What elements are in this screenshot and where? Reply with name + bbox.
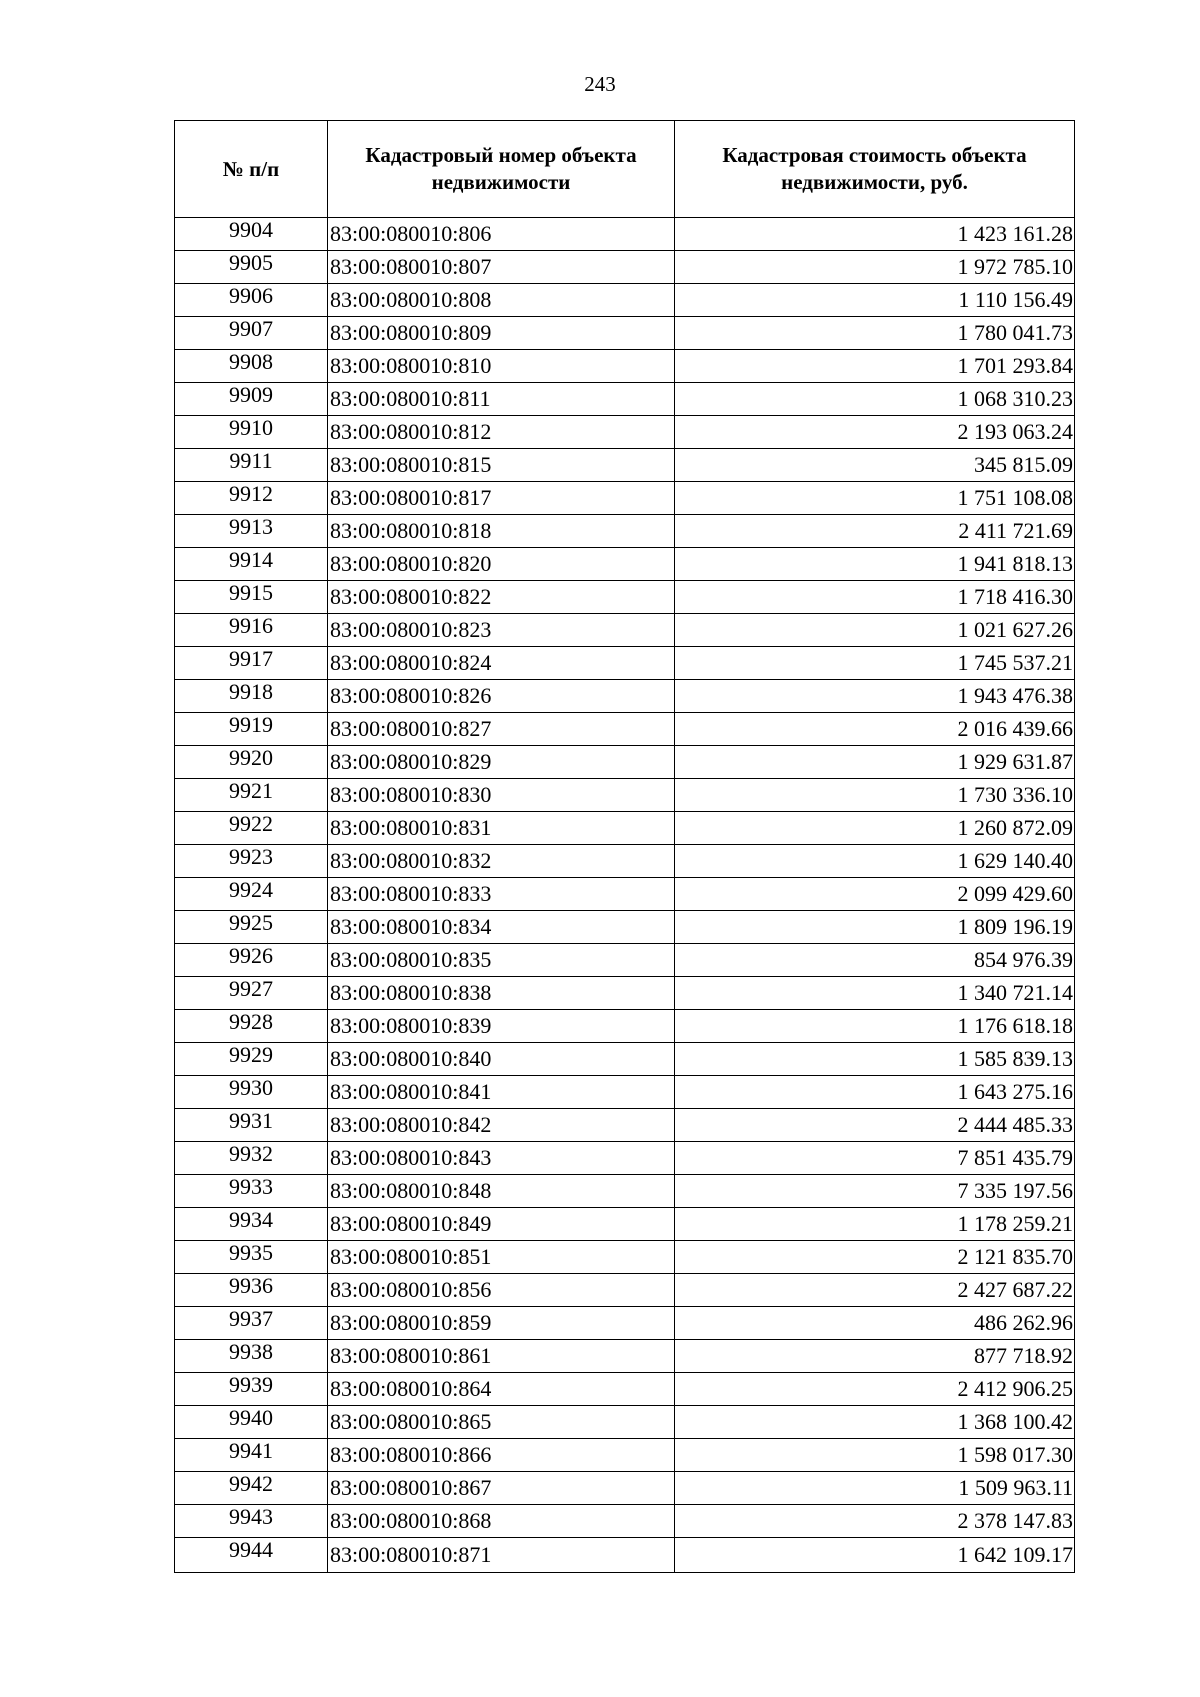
- cadastral-number-cell: 83:00:080010:838: [328, 977, 675, 1010]
- cadastral-value-cell: 2 016 439.66: [675, 713, 1075, 746]
- table-row: [175, 977, 1075, 1010]
- cadastral-number-cell: 83:00:080010:815: [328, 449, 675, 482]
- cadastral-value-cell: 2 193 063.24: [675, 416, 1075, 449]
- cadastral-number-cell: 83:00:080010:840: [328, 1043, 675, 1076]
- table-row: [175, 746, 1075, 779]
- cadastral-value-cell: 1 021 627.26: [675, 614, 1075, 647]
- row-number-cell: 9935: [175, 1241, 328, 1274]
- cadastral-value-cell: 1 943 476.38: [675, 680, 1075, 713]
- cadastral-value-cell: 1 340 721.14: [675, 977, 1075, 1010]
- row-number-cell: 9917: [175, 647, 328, 680]
- row-number-cell: 9939: [175, 1373, 328, 1406]
- header-row-number: № п/п: [175, 121, 328, 218]
- row-number-cell: 9938: [175, 1340, 328, 1373]
- table-row: [175, 218, 1075, 251]
- row-number-cell: 9905: [175, 251, 328, 284]
- cadastral-number-cell: 83:00:080010:808: [328, 284, 675, 317]
- table-row: [175, 1373, 1075, 1406]
- cadastral-number-cell: 83:00:080010:835: [328, 944, 675, 977]
- cadastral-number-cell: 83:00:080010:848: [328, 1175, 675, 1208]
- row-number-cell: 9909: [175, 383, 328, 416]
- table-row: [175, 1340, 1075, 1373]
- cadastral-number-cell: 83:00:080010:842: [328, 1109, 675, 1142]
- cadastral-number-cell: 83:00:080010:851: [328, 1241, 675, 1274]
- row-number-cell: 9912: [175, 482, 328, 515]
- cadastral-number-cell: 83:00:080010:834: [328, 911, 675, 944]
- row-number-cell: 9926: [175, 944, 328, 977]
- cadastral-number-cell: 83:00:080010:867: [328, 1472, 675, 1505]
- row-number-cell: 9928: [175, 1010, 328, 1043]
- cadastral-number-cell: 83:00:080010:856: [328, 1274, 675, 1307]
- cadastral-number-cell: 83:00:080010:817: [328, 482, 675, 515]
- cadastral-value-cell: 1 368 100.42: [675, 1406, 1075, 1439]
- table-row: [175, 812, 1075, 845]
- cadastral-number-cell: 83:00:080010:810: [328, 350, 675, 383]
- table-row: [175, 581, 1075, 614]
- row-number-cell: 9944: [175, 1538, 328, 1573]
- cadastral-value-cell: 1 941 818.13: [675, 548, 1075, 581]
- row-number-cell: 9929: [175, 1043, 328, 1076]
- cadastral-number-cell: 83:00:080010:812: [328, 416, 675, 449]
- table-row: [175, 1010, 1075, 1043]
- cadastral-number-cell: 83:00:080010:807: [328, 251, 675, 284]
- table-row: [175, 1406, 1075, 1439]
- cadastral-value-cell: 345 815.09: [675, 449, 1075, 482]
- cadastral-value-cell: 2 378 147.83: [675, 1505, 1075, 1538]
- cadastral-value-cell: 854 976.39: [675, 944, 1075, 977]
- cadastral-number-cell: 83:00:080010:861: [328, 1340, 675, 1373]
- table-row: [175, 548, 1075, 581]
- table-row: [175, 614, 1075, 647]
- cadastral-number-cell: 83:00:080010:833: [328, 878, 675, 911]
- cadastral-value-cell: 1 598 017.30: [675, 1439, 1075, 1472]
- table-row: [175, 482, 1075, 515]
- row-number-cell: 9916: [175, 614, 328, 647]
- cadastral-value-cell: 1 745 537.21: [675, 647, 1075, 680]
- row-number-cell: 9933: [175, 1175, 328, 1208]
- cadastral-value-cell: 7 335 197.56: [675, 1175, 1075, 1208]
- row-number-cell: 9915: [175, 581, 328, 614]
- cadastral-number-cell: 83:00:080010:809: [328, 317, 675, 350]
- row-number-cell: 9941: [175, 1439, 328, 1472]
- cadastral-value-cell: 1 730 336.10: [675, 779, 1075, 812]
- cadastral-value-cell: 1 751 108.08: [675, 482, 1075, 515]
- cadastral-value-cell: 1 509 963.11: [675, 1472, 1075, 1505]
- cadastral-value-cell: 1 260 872.09: [675, 812, 1075, 845]
- row-number-cell: 9925: [175, 911, 328, 944]
- cadastral-number-cell: 83:00:080010:824: [328, 647, 675, 680]
- cadastral-number-cell: 83:00:080010:839: [328, 1010, 675, 1043]
- cadastral-value-cell: 1 972 785.10: [675, 251, 1075, 284]
- row-number-cell: 9936: [175, 1274, 328, 1307]
- cadastral-value-cell: 1 642 109.17: [675, 1538, 1075, 1573]
- cadastral-value-cell: 2 412 906.25: [675, 1373, 1075, 1406]
- table-row: [175, 1307, 1075, 1340]
- row-number-cell: 9913: [175, 515, 328, 548]
- table-row: [175, 1109, 1075, 1142]
- cadastral-number-cell: 83:00:080010:849: [328, 1208, 675, 1241]
- table-row: [175, 317, 1075, 350]
- cadastral-value-cell: 1 178 259.21: [675, 1208, 1075, 1241]
- cadastral-value-cell: 2 099 429.60: [675, 878, 1075, 911]
- cadastral-value-cell: 7 851 435.79: [675, 1142, 1075, 1175]
- row-number-cell: 9910: [175, 416, 328, 449]
- cadastral-number-cell: 83:00:080010:865: [328, 1406, 675, 1439]
- table-row: [175, 251, 1075, 284]
- cadastral-value-table: [174, 120, 1075, 1573]
- table-row: [175, 1472, 1075, 1505]
- header-cadastral-number: Кадастровый номер объекта недвижимости: [328, 121, 675, 218]
- cadastral-value-cell: 1 701 293.84: [675, 350, 1075, 383]
- cadastral-value-cell: 1 809 196.19: [675, 911, 1075, 944]
- row-number-cell: 9943: [175, 1505, 328, 1538]
- cadastral-value-cell: 1 929 631.87: [675, 746, 1075, 779]
- table-row: [175, 845, 1075, 878]
- cadastral-number-cell: 83:00:080010:866: [328, 1439, 675, 1472]
- row-number-cell: 9918: [175, 680, 328, 713]
- row-number-cell: 9920: [175, 746, 328, 779]
- cadastral-number-cell: 83:00:080010:820: [328, 548, 675, 581]
- cadastral-value-cell: 877 718.92: [675, 1340, 1075, 1373]
- header-cadastral-value: Кадастровая стоимость объекта недвижимости, руб.: [675, 121, 1075, 218]
- cadastral-number-cell: 83:00:080010:859: [328, 1307, 675, 1340]
- cadastral-value-cell: 2 427 687.22: [675, 1274, 1075, 1307]
- row-number-cell: 9911: [175, 449, 328, 482]
- cadastral-number-cell: 83:00:080010:864: [328, 1373, 675, 1406]
- row-number-cell: 9904: [175, 218, 328, 251]
- cadastral-number-cell: 83:00:080010:823: [328, 614, 675, 647]
- page-number: 243: [584, 72, 616, 96]
- row-number-cell: 9906: [175, 284, 328, 317]
- cadastral-value-cell: 2 121 835.70: [675, 1241, 1075, 1274]
- row-number-cell: 9927: [175, 977, 328, 1010]
- row-number-cell: 9934: [175, 1208, 328, 1241]
- cadastral-number-cell: 83:00:080010:841: [328, 1076, 675, 1109]
- cadastral-value-cell: 1 423 161.28: [675, 218, 1075, 251]
- cadastral-value-cell: 1 176 618.18: [675, 1010, 1075, 1043]
- row-number-cell: 9914: [175, 548, 328, 581]
- table-row: [175, 647, 1075, 680]
- row-number-cell: 9942: [175, 1472, 328, 1505]
- cadastral-value-cell: 1 110 156.49: [675, 284, 1075, 317]
- row-number-cell: 9922: [175, 812, 328, 845]
- table-row: [175, 1043, 1075, 1076]
- row-number-cell: 9930: [175, 1076, 328, 1109]
- table-row: [175, 779, 1075, 812]
- table-row: [175, 680, 1075, 713]
- table-row: [175, 1439, 1075, 1472]
- table-row: [175, 878, 1075, 911]
- cadastral-value-cell: 1 068 310.23: [675, 383, 1075, 416]
- table-row: [175, 515, 1075, 548]
- cadastral-value-cell: 1 780 041.73: [675, 317, 1075, 350]
- cadastral-number-cell: 83:00:080010:830: [328, 779, 675, 812]
- row-number-cell: 9921: [175, 779, 328, 812]
- table-row: [175, 1208, 1075, 1241]
- cadastral-number-cell: 83:00:080010:806: [328, 218, 675, 251]
- cadastral-number-cell: 83:00:080010:827: [328, 713, 675, 746]
- cadastral-number-cell: 83:00:080010:822: [328, 581, 675, 614]
- table-row: [175, 284, 1075, 317]
- cadastral-value-cell: 486 262.96: [675, 1307, 1075, 1340]
- cadastral-number-cell: 83:00:080010:868: [328, 1505, 675, 1538]
- table-row: [175, 1175, 1075, 1208]
- row-number-cell: 9932: [175, 1142, 328, 1175]
- row-number-cell: 9924: [175, 878, 328, 911]
- cadastral-number-cell: 83:00:080010:829: [328, 746, 675, 779]
- row-number-cell: 9907: [175, 317, 328, 350]
- cadastral-value-cell: 2 411 721.69: [675, 515, 1075, 548]
- table-row: [175, 1505, 1075, 1538]
- cadastral-number-cell: 83:00:080010:826: [328, 680, 675, 713]
- cadastral-value-cell: 2 444 485.33: [675, 1109, 1075, 1142]
- table-row: [175, 416, 1075, 449]
- row-number-cell: 9937: [175, 1307, 328, 1340]
- row-number-cell: 9931: [175, 1109, 328, 1142]
- cadastral-value-cell: 1 643 275.16: [675, 1076, 1075, 1109]
- row-number-cell: 9919: [175, 713, 328, 746]
- table-row: [175, 1076, 1075, 1109]
- cadastral-number-cell: 83:00:080010:871: [328, 1538, 675, 1573]
- table-row: [175, 1142, 1075, 1175]
- table-row: [175, 1538, 1075, 1573]
- cadastral-number-cell: 83:00:080010:832: [328, 845, 675, 878]
- table-row: [175, 911, 1075, 944]
- table-row: [175, 1274, 1075, 1307]
- table-row: [175, 944, 1075, 977]
- table-row: [175, 713, 1075, 746]
- table-row: [175, 1241, 1075, 1274]
- cadastral-number-cell: 83:00:080010:843: [328, 1142, 675, 1175]
- cadastral-value-cell: 1 585 839.13: [675, 1043, 1075, 1076]
- table-body: [175, 218, 1075, 1573]
- table-header-row: [175, 121, 1075, 218]
- row-number-cell: 9908: [175, 350, 328, 383]
- table-row: [175, 350, 1075, 383]
- row-number-cell: 9923: [175, 845, 328, 878]
- cadastral-value-cell: 1 629 140.40: [675, 845, 1075, 878]
- table-row: [175, 449, 1075, 482]
- row-number-cell: 9940: [175, 1406, 328, 1439]
- cadastral-value-cell: 1 718 416.30: [675, 581, 1075, 614]
- table-row: [175, 383, 1075, 416]
- cadastral-number-cell: 83:00:080010:811: [328, 383, 675, 416]
- cadastral-number-cell: 83:00:080010:818: [328, 515, 675, 548]
- cadastral-number-cell: 83:00:080010:831: [328, 812, 675, 845]
